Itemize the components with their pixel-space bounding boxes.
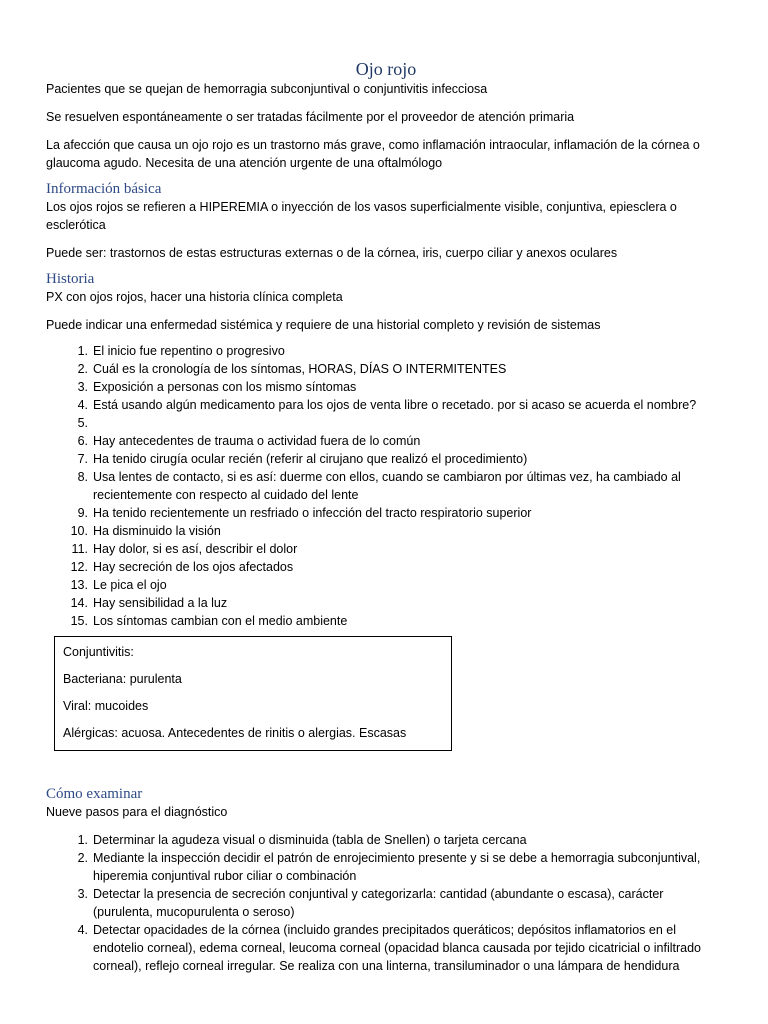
section-heading-historia: Historia — [46, 271, 95, 287]
intro-paragraph: Se resuelven espontáneamente o ser tratadas fácilmente por el proveedor de atención primaria — [46, 110, 575, 124]
box-line: Viral: mucoides — [63, 699, 149, 713]
page-title: Ojo rojo — [355, 59, 417, 79]
list-item: 3. Exposición a personas con los mismo síntomas — [77, 380, 357, 394]
examinar-list — [46, 831, 726, 975]
list-item: 2. Mediante la inspección decidir el patrón de enrojecimiento presente y si se debe a hemorragia subconjuntival, hiperemia conjuntival rubor ciliar o combinación — [77, 851, 701, 883]
list-item: 10. Ha disminuido la visión — [70, 524, 221, 538]
box-line: Alérgicas: acuosa. Antecedentes de rinitis o alergias. Escasas — [63, 726, 407, 740]
section-heading-info: Información básica — [46, 181, 162, 197]
box-line: Conjuntivitis: — [63, 645, 134, 659]
list-item: 14. Hay sensibilidad a la luz — [70, 596, 228, 610]
list-item: 1. Determinar la agudeza visual o disminuida (tabla de Snellen) o tarjeta cercana — [77, 833, 527, 847]
list-item: 2. Cuál es la cronología de los síntomas, HORAS, DÍAS O INTERMITENTES — [77, 362, 507, 376]
list-item: 15. Los síntomas cambian con el medio ambiente — [70, 614, 348, 628]
box-line: Bacteriana: purulenta — [63, 672, 182, 686]
info-paragraph: Los ojos rojos se refieren a HIPEREMIA o inyección de los vasos superficialmente visible, conjuntiva, epiesclera o esclerótica — [46, 200, 677, 232]
intro-paragraph: Pacientes que se quejan de hemorragia subconjuntival o conjuntivitis infecciosa — [46, 82, 488, 96]
info-paragraph: Puede ser: trastornos de estas estructuras externas o de la córnea, iris, cuerpo ciliar y anexos oculares — [46, 246, 618, 260]
list-item: 12. Hay secreción de los ojos afectados — [70, 560, 294, 574]
list-item: 3. Detectar la presencia de secreción conjuntival y categorizarla: cantidad (abundante o escasa), carácter (purulenta, mucopurulenta o seroso) — [77, 887, 664, 919]
intro-paragraph: La afección que causa un ojo rojo es un trastorno más grave, como inflamación intraocular, inflamación de la córnea o glaucoma agudo. Necesita de una atención urgente de una oftalmólogo — [46, 138, 700, 170]
list-item: 6. Hay antecedentes de trauma o actividad fuera de lo común — [77, 434, 421, 448]
list-item: 11. Hay dolor, si es así, describir el dolor — [71, 542, 298, 556]
list-item: 5. — [77, 416, 88, 430]
list-item: 13. Le pica el ojo — [70, 578, 167, 592]
historia-paragraph: Puede indicar una enfermedad sistémica y requiere de una historial completo y revisión de sistemas — [46, 318, 601, 332]
list-item: 9. Ha tenido recientemente un resfriado o infección del tracto respiratorio superior — [77, 506, 532, 520]
list-item: 4. Detectar opacidades de la córnea (incluido grandes precipitados queráticos; depósitos inflamatorios en el endotelio corneal), edema corneal, leucoma corneal (opacidad blanca causada por tejido cicatricial o infiltrado corneal), reflejo corneal irregular. Se realiza con una linterna, transiluminador o una lámpara de hendidura — [77, 923, 701, 973]
historia-paragraph: PX con ojos rojos, hacer una historia clínica completa — [46, 290, 343, 304]
list-item: 7. Ha tenido cirugía ocular recién (referir al cirujano que realizó el procedimiento) — [77, 452, 528, 466]
historia-list — [46, 342, 726, 630]
document-page — [46, 58, 726, 975]
section-heading-examinar: Cómo examinar — [46, 786, 143, 802]
list-item: 1. El inicio fue repentino o progresivo — [77, 344, 285, 358]
conjuntivitis-box — [54, 636, 452, 751]
examinar-subtitle: Nueve pasos para el diagnóstico — [46, 805, 228, 819]
list-item: 8. Usa lentes de contacto, si es así: duerme con ellos, cuando se cambiaron por últimas vez, ha cambiado al recientemente con respecto al cuidado del lente — [77, 470, 681, 502]
list-item: 4. Está usando algún medicamento para los ojos de venta libre o recetado. por si acaso se acuerda el nombre? — [77, 398, 697, 412]
